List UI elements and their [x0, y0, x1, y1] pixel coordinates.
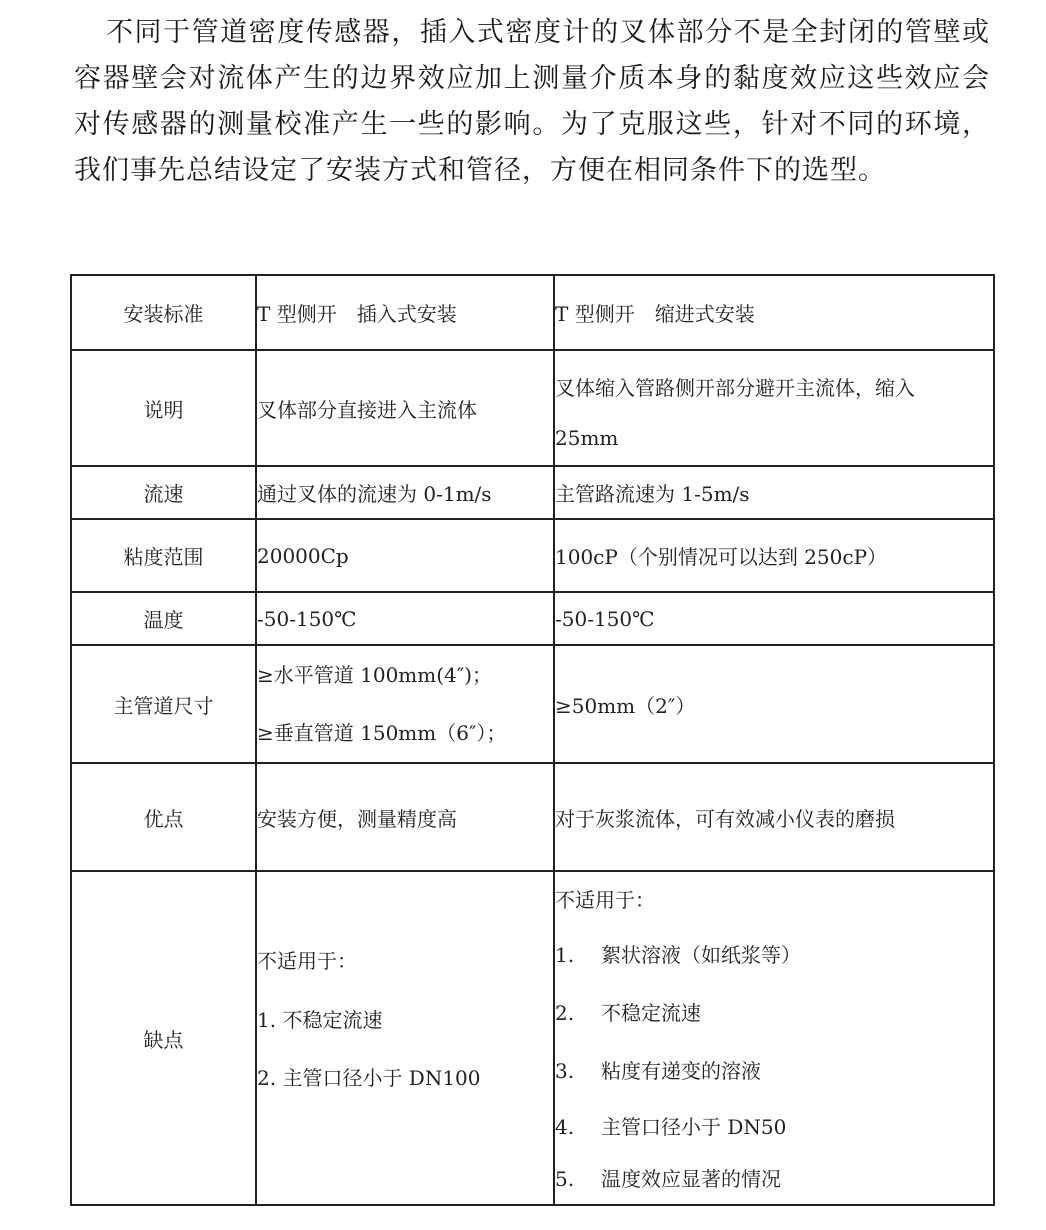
retract-cell: [554, 871, 994, 1205]
retract-cell: 100cP（个别情况可以达到 250cP）: [554, 519, 994, 592]
table-row-header: [71, 275, 994, 350]
list-item: 4. 主管口径小于 DN50: [555, 1115, 787, 1139]
row-label: 缺点: [71, 871, 256, 1205]
list-item: 2. 主管口径小于 DN100: [257, 1066, 481, 1090]
list-item: 2. 不稳定流速: [555, 1001, 701, 1025]
retract-cell: 主管路流速为 1-5m/s: [554, 466, 994, 519]
retract-cell: [554, 350, 994, 466]
installation-spec-table: [70, 274, 995, 1206]
list-item: 1. 不稳定流速: [257, 1008, 383, 1032]
insert-cell: [256, 645, 554, 763]
row-label: 粘度范围: [71, 519, 256, 592]
table-row-pipe-size: [71, 645, 994, 763]
retract-cell: ≥50mm（2″）: [554, 645, 994, 763]
table-row-viscosity: [71, 519, 994, 592]
insert-cell: 叉体部分直接进入主流体: [256, 350, 554, 466]
retract-column-header: T 型侧开 缩进式安装: [554, 275, 994, 350]
insert-cell: 20000Cp: [256, 519, 554, 592]
retract-cell: -50-150℃: [554, 592, 994, 645]
retract-cell: 对于灰浆流体，可有效减小仪表的磨损: [554, 763, 994, 871]
insert-cons-title: 不适用于：: [257, 949, 357, 973]
retract-desc-line1: 叉体缩入管路侧开部分避开主流体，缩入: [555, 376, 915, 400]
row-label: 温度: [71, 592, 256, 645]
row-label: 安装标准: [71, 275, 256, 350]
row-label: 说明: [71, 350, 256, 466]
list-item: 3. 粘度有递变的溶液: [555, 1059, 761, 1083]
insert-cell: 安装方便，测量精度高: [256, 763, 554, 871]
row-label: 主管道尺寸: [71, 645, 256, 763]
insert-cell: -50-150℃: [256, 592, 554, 645]
pipe-vertical-line: ≥垂直管道 150mm（6″）；: [257, 721, 507, 745]
pipe-horizontal-line: ≥水平管道 100mm(4″)；: [257, 663, 493, 687]
retract-cons-title: 不适用于：: [555, 888, 655, 912]
table-row-cons: [71, 871, 994, 1205]
table-row-description: [71, 350, 994, 466]
list-item: 1. 絮状溶液（如纸浆等）: [555, 943, 801, 967]
retract-desc-line2: 25mm: [555, 426, 619, 450]
insert-cell: 通过叉体的流速为 0-1m/s: [256, 466, 554, 519]
insert-cell: [256, 871, 554, 1205]
table-row-flow: [71, 466, 994, 519]
list-item: 5. 温度效应显著的情况: [555, 1167, 781, 1191]
insert-column-header: T 型侧开 插入式安装: [256, 275, 554, 350]
row-label: 优点: [71, 763, 256, 871]
intro-paragraph: 不同于管道密度传感器，插入式密度计的叉体部分不是全封闭的管壁或容器壁会对流体产生的边界效应加上测量介质本身的黏度效应这些效应会对传感器的测量校准产生一些的影响。为了克服这些，针对不同的环境，我们事先总结设定了安装方式和管径，方便在相同条件下的选型。: [74, 17, 990, 186]
row-label: 流速: [71, 466, 256, 519]
table-row-temperature: [71, 592, 994, 645]
table-row-pros: [71, 763, 994, 871]
